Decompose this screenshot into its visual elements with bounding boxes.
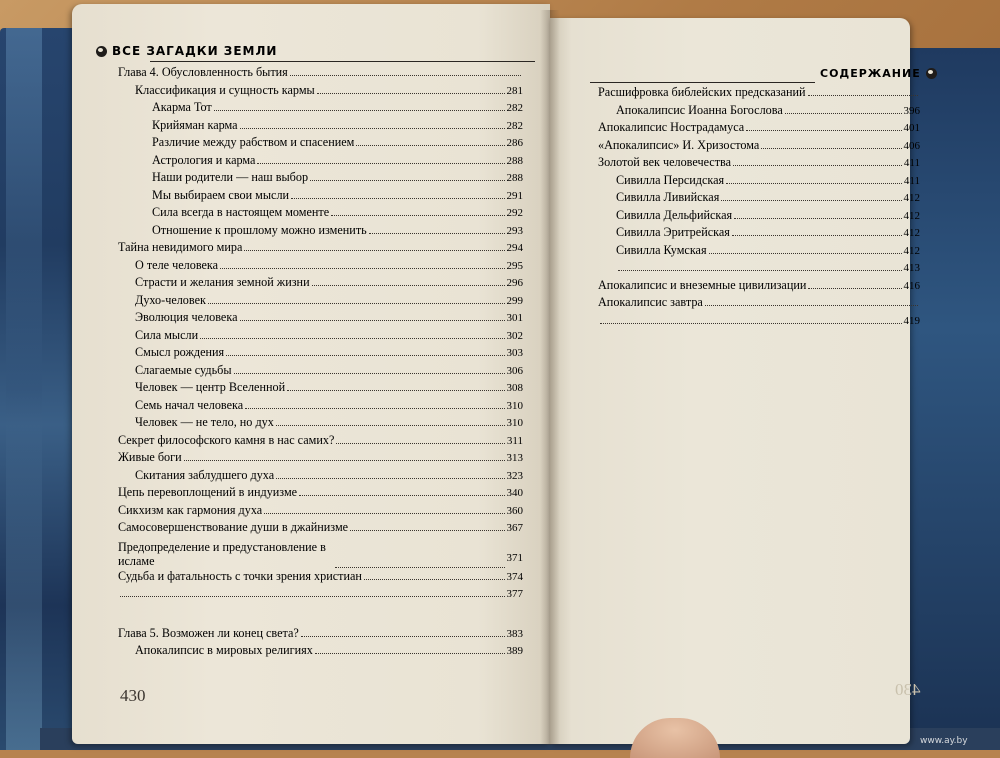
toc-entry-title: Секрет философского камня в нас самих?	[118, 432, 335, 447]
toc-entry-page: 411	[903, 174, 920, 187]
toc-entry-title: Сивилла Ливийская	[616, 190, 720, 204]
dot-leader	[356, 134, 504, 146]
toc-entry-title: Апокалипсис в мировых религиях	[135, 643, 313, 657]
toc-entry-title: Семь начал человека	[135, 397, 244, 412]
dot-leader	[721, 189, 901, 201]
dot-leader	[290, 64, 521, 76]
toc-entry	[598, 172, 920, 190]
toc-entry-title: Глава 4. Обусловленность бытия	[118, 65, 288, 79]
toc-entry-title: Слагаемые судьбы	[135, 362, 232, 377]
toc-entry-page: 292	[506, 207, 523, 219]
toc-entry	[118, 257, 523, 275]
toc-entry-title: Сивилла Персидская	[616, 172, 725, 187]
toc-entry	[118, 344, 523, 362]
toc-entry-title: «Апокалипсис» И. Хризостома	[598, 137, 760, 152]
dot-leader	[618, 259, 902, 271]
globe-icon	[926, 68, 937, 79]
toc-entry	[118, 327, 523, 345]
toc-entry	[598, 189, 920, 207]
dot-leader	[732, 224, 902, 236]
toc-entry	[118, 362, 523, 380]
toc-entry-title: Расшифровка библейских предсказаний	[598, 85, 806, 99]
toc-entry-title: Астрология и карма	[152, 152, 256, 167]
dot-leader	[200, 327, 504, 339]
toc-entry-page: 282	[506, 119, 523, 132]
toc-entry-page: 291	[506, 189, 523, 202]
toc-entry-page: 310	[506, 417, 523, 429]
toc-entry-title: Человек — центр Вселенной	[135, 380, 286, 394]
toc-entry	[118, 397, 523, 415]
toc-entry-page: 301	[506, 312, 523, 324]
right-running-head	[820, 67, 937, 80]
left-page-number: 430	[120, 686, 146, 705]
toc-entry-page: 306	[506, 364, 523, 377]
toc-entry	[118, 537, 523, 568]
toc-entry-page: 412	[903, 209, 920, 222]
toc-entry-title: Акарма Тот	[152, 100, 212, 114]
toc-entry-page: 412	[903, 192, 920, 204]
toc-entry-page: 406	[903, 139, 920, 152]
toc-entry	[118, 222, 523, 240]
toc-entry	[118, 292, 523, 310]
toc-entry-title: Мы выбираем свои мысли	[152, 187, 290, 202]
toc-entry	[598, 207, 920, 225]
dot-leader	[244, 239, 504, 251]
toc-entry-page: 311	[506, 434, 523, 447]
toc-entry	[118, 152, 523, 170]
toc-entry	[598, 154, 920, 172]
dot-leader	[120, 585, 505, 597]
toc-entry	[118, 568, 523, 586]
toc-entry-title: О теле человека	[135, 257, 219, 272]
book-gutter	[540, 10, 560, 745]
toc-entry	[598, 294, 920, 312]
toc-entry-title: Отношение к прошлому можно изменить	[152, 222, 367, 237]
toc-entry-page: 412	[903, 244, 920, 257]
dot-leader	[331, 204, 504, 216]
toc-entry-page: 323	[506, 469, 523, 482]
dot-leader	[240, 309, 505, 321]
dot-leader	[705, 294, 918, 306]
toc-entry	[118, 274, 523, 292]
toc-entry-title: Апокалипсис завтра	[598, 295, 703, 309]
toc-entry-title: Эволюция человека	[135, 310, 238, 324]
toc-entry-page: 367	[506, 522, 523, 534]
toc-entry-title: Живые боги	[118, 450, 182, 464]
toc-entry	[598, 277, 920, 295]
toc-entry	[118, 484, 523, 502]
toc-entry-title: Самосовершенствование души в джайнизме	[118, 520, 349, 534]
toc-entry	[598, 119, 920, 137]
toc-entry	[118, 117, 523, 135]
toc-entry-title: Судьба и фатальность с точки зрения христиан	[118, 568, 362, 583]
toc-entry	[118, 134, 523, 152]
dot-leader	[234, 362, 505, 374]
toc-entry	[118, 502, 523, 520]
toc-entry	[598, 137, 920, 155]
toc-entry	[118, 379, 523, 397]
toc-entry-title: Сила мысли	[135, 327, 199, 342]
right-toc	[598, 84, 920, 329]
toc-entry-title: Скитания заблудшего духа	[135, 467, 275, 482]
dot-leader	[600, 312, 902, 324]
toc-entry-title: Предопределение и предустановление в исламе	[118, 539, 326, 568]
toc-entry-page: 313	[506, 452, 523, 464]
dot-leader	[808, 84, 918, 96]
dot-leader	[299, 484, 504, 496]
dot-leader	[226, 344, 504, 356]
toc-entry-title: Апокалипсис Нострадамуса	[598, 120, 745, 134]
toc-entry	[118, 239, 523, 257]
dot-leader	[291, 187, 504, 199]
dot-leader	[734, 207, 901, 219]
toc-entry	[118, 467, 523, 485]
dot-leader	[264, 502, 504, 514]
dot-leader	[335, 556, 505, 568]
toc-entry-title: Наши родители — наш выбор	[152, 170, 309, 184]
toc-entry	[118, 519, 523, 537]
dot-leader	[257, 152, 504, 164]
toc-entry	[118, 309, 523, 327]
toc-entry	[598, 224, 920, 242]
dot-leader	[276, 414, 505, 426]
right-page-number-bleed: 430	[895, 680, 921, 699]
toc-entry	[118, 204, 523, 222]
toc-entry	[598, 259, 920, 277]
dot-leader	[317, 82, 505, 94]
toc-entry-page: 412	[903, 227, 920, 239]
toc-entry	[118, 64, 523, 82]
toc-entry-page: 416	[903, 279, 920, 292]
dot-leader	[746, 119, 901, 131]
toc-entry-page: 374	[506, 570, 523, 583]
toc-entry	[118, 169, 523, 187]
toc-entry-page: 295	[506, 259, 523, 272]
toc-entry-page: 293	[506, 224, 523, 237]
toc-entry	[598, 84, 920, 102]
toc-entry	[118, 642, 523, 660]
toc-entry-page: 296	[506, 277, 523, 289]
toc-entry-title: Духо-человек	[135, 292, 206, 307]
toc-entry-page: 340	[506, 487, 523, 499]
toc-entry-title: Крийяман карма	[152, 117, 238, 132]
toc-entry-page: 299	[506, 294, 523, 307]
toc-entry-page: 288	[506, 172, 523, 184]
toc-entry-page: 401	[903, 122, 920, 134]
dot-leader	[808, 277, 901, 289]
dot-leader	[785, 102, 902, 114]
toc-entry	[118, 585, 523, 603]
toc-entry-page: 282	[506, 102, 523, 114]
toc-entry-page: 302	[506, 329, 523, 342]
toc-entry	[118, 82, 523, 100]
toc-entry	[598, 102, 920, 120]
toc-entry-page: 389	[506, 645, 523, 657]
toc-entry-title: Апокалипсис и внеземные цивилизации	[598, 277, 807, 292]
toc-entry-title: Цепь перевоплощений в индуизме	[118, 485, 298, 499]
toc-entry-page: 308	[506, 382, 523, 394]
toc-entry-page: 360	[506, 504, 523, 517]
toc-entry-title: Смысл рождения	[135, 345, 225, 359]
toc-entry	[118, 187, 523, 205]
toc-entry-page: 396	[903, 104, 920, 117]
dot-leader	[214, 99, 505, 111]
toc-entry-page: 294	[506, 242, 523, 254]
watermark: www.ay.by	[920, 736, 968, 746]
dot-leader	[315, 642, 505, 654]
dot-leader	[761, 137, 901, 149]
toc-entry-page: 281	[506, 84, 523, 97]
dot-leader	[350, 519, 504, 531]
toc-entry-page: 286	[506, 137, 523, 149]
dot-leader	[208, 292, 505, 304]
dot-leader	[709, 242, 902, 254]
toc-entry-title: Сикхизм как гармония духа	[118, 502, 263, 517]
left-toc	[118, 64, 523, 660]
dot-leader	[220, 257, 504, 269]
toc-entry-page: 419	[903, 314, 920, 327]
left-running-head	[96, 44, 277, 58]
toc-entry-page: 303	[506, 347, 523, 359]
toc-entry-page: 383	[506, 627, 523, 640]
dot-leader	[184, 449, 505, 461]
toc-entry-title: Тайна невидимого мира	[118, 240, 243, 254]
toc-entry-title: Апокалипсис Иоанна Богослова	[616, 102, 783, 117]
globe-icon	[96, 46, 107, 57]
toc-entry-page: 310	[506, 399, 523, 412]
toc-entry	[118, 414, 523, 432]
toc-entry-title: Глава 5. Возможен ли конец света?	[118, 625, 299, 640]
dot-leader	[301, 625, 505, 637]
toc-entry-page: 288	[506, 154, 523, 167]
dot-leader	[726, 172, 902, 184]
toc-entry-page: 377	[506, 588, 523, 600]
toc-entry-title: Различие между рабством и спасением	[152, 135, 355, 149]
dot-leader	[369, 222, 505, 234]
toc-entry-title: Сила всегда в настоящем моменте	[152, 205, 330, 219]
left-running-head-text: ВСЕ ЗАГАДКИ ЗЕМЛИ	[112, 44, 278, 58]
toc-entry	[598, 312, 920, 330]
toc-entry-title: Классификация и сущность кармы	[135, 82, 315, 97]
toc-entry	[598, 242, 920, 260]
toc-entry	[118, 432, 523, 450]
dot-leader	[312, 274, 505, 286]
right-running-head-text: СОДЕРЖАНИЕ	[820, 67, 921, 80]
dot-leader	[245, 397, 504, 409]
toc-entry-title: Сивилла Дельфийская	[616, 207, 733, 222]
dot-leader	[733, 154, 902, 166]
toc-entry-page: 411	[903, 157, 920, 169]
toc-entry-title: Человек — не тело, но дух	[135, 415, 274, 429]
toc-entry	[118, 625, 523, 643]
dot-leader	[287, 379, 504, 391]
toc-entry-page: 371	[506, 552, 523, 564]
dot-leader	[364, 568, 505, 580]
toc-entry	[118, 99, 523, 117]
dot-leader	[336, 432, 505, 444]
toc-entry-title: Сивилла Кумская	[616, 242, 707, 257]
toc-entry-title: Золотой век человечества	[598, 155, 732, 169]
dot-leader	[240, 117, 505, 129]
toc-entry-title: Страсти и желания земной жизни	[135, 275, 310, 289]
toc-entry-title: Сивилла Эритрейская	[616, 225, 730, 239]
dot-leader	[310, 169, 504, 181]
left-header-rule	[150, 61, 535, 62]
dot-leader	[276, 467, 504, 479]
toc-entry	[118, 449, 523, 467]
right-header-rule	[590, 82, 815, 83]
toc-entry-page: 413	[903, 262, 920, 274]
